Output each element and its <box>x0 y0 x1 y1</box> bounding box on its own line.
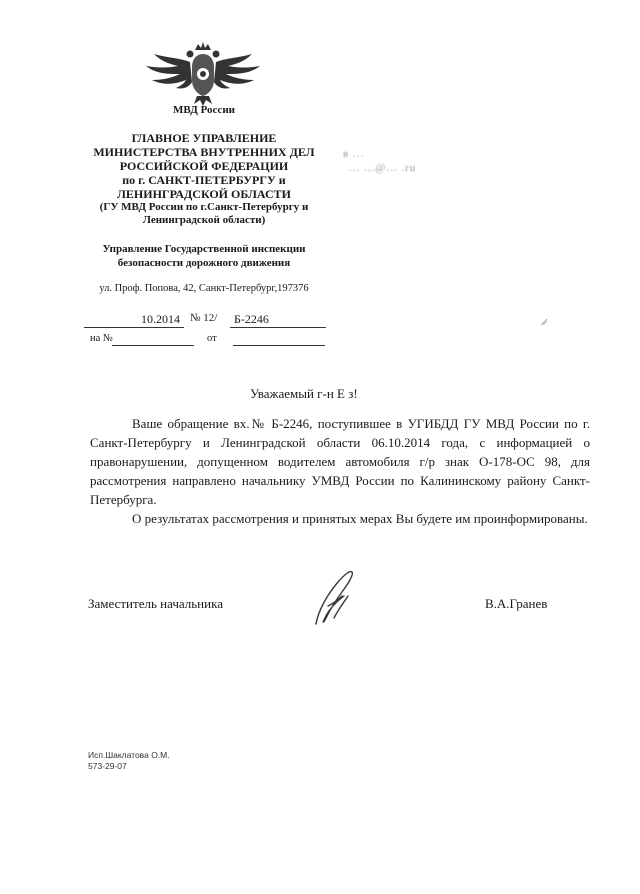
registration-number: Б-2246 <box>230 312 326 328</box>
reference-date-label: от <box>207 333 217 344</box>
greeting: Уважаемый г-н Е з! <box>250 386 358 401</box>
org-line: ЛЕНИНГРАДСКОЙ ОБЛАСТИ <box>116 187 292 201</box>
reference-number-label: на № <box>90 333 113 344</box>
department-name <box>84 242 324 270</box>
registration-number-label: № 12/ <box>190 312 218 324</box>
signer-title: Заместитель начальника <box>88 596 223 611</box>
reference-number-field <box>112 344 194 346</box>
org-line: ГЛАВНОЕ УПРАВЛЕНИЕ <box>131 131 277 145</box>
department-line: безопасности дорожного движения <box>117 257 291 269</box>
letter-body <box>90 414 590 528</box>
recipient-line: ... ...@... .ru <box>349 162 417 174</box>
executor-phone: 573-29-07 <box>88 761 127 771</box>
org-line: РОССИЙСКОЙ ФЕДЕРАЦИИ <box>119 159 289 173</box>
signer-name: В.А.Гранев <box>485 596 548 611</box>
handwritten-signature <box>308 566 360 628</box>
ministry-short-name: МВД России <box>172 104 235 116</box>
org-line: (ГУ МВД России по г.Санкт-Петербургу и <box>99 201 309 213</box>
org-line: МИНИСТЕРСТВА ВНУТРЕННИХ ДЕЛ <box>93 145 315 159</box>
recipient-address-redacted <box>343 148 523 176</box>
double-headed-eagle-icon <box>140 36 266 110</box>
executor-name: Исп.Шаклатова О.М. <box>88 750 170 760</box>
reference-date-field <box>233 344 325 346</box>
recipient-line: в ... <box>343 148 365 160</box>
department-line: Управление Государственной инспекции <box>102 243 306 255</box>
scan-artifact-mark <box>540 318 548 326</box>
registration-date: 10.2014 <box>84 312 184 328</box>
body-paragraph: Ваше обращение вх.№ Б-2246, поступившее в УГИБДД ГУ МВД России по г. Санкт-Петербургу и Ленинградской области 06.10.2014 года, с информацией о правонарушении, допущенном водителем автомобиля г/р знак О-178-ОС 98, для рассмотрения направлено начальнику УМВД России по Калининскому району Санкт-Петербурга. <box>90 416 590 507</box>
org-line: по г. САНКТ-ПЕТЕРБУРГУ и <box>122 173 286 187</box>
org-line: Ленинградской области) <box>142 214 266 226</box>
body-paragraph: О результатах рассмотрения и принятых мерах Вы будете им проинформированы. <box>132 511 588 526</box>
organization-name <box>84 131 324 227</box>
executor-info <box>88 750 170 772</box>
address: ул. Проф. Попова, 42, Санкт-Петербург,197376 <box>99 283 309 294</box>
